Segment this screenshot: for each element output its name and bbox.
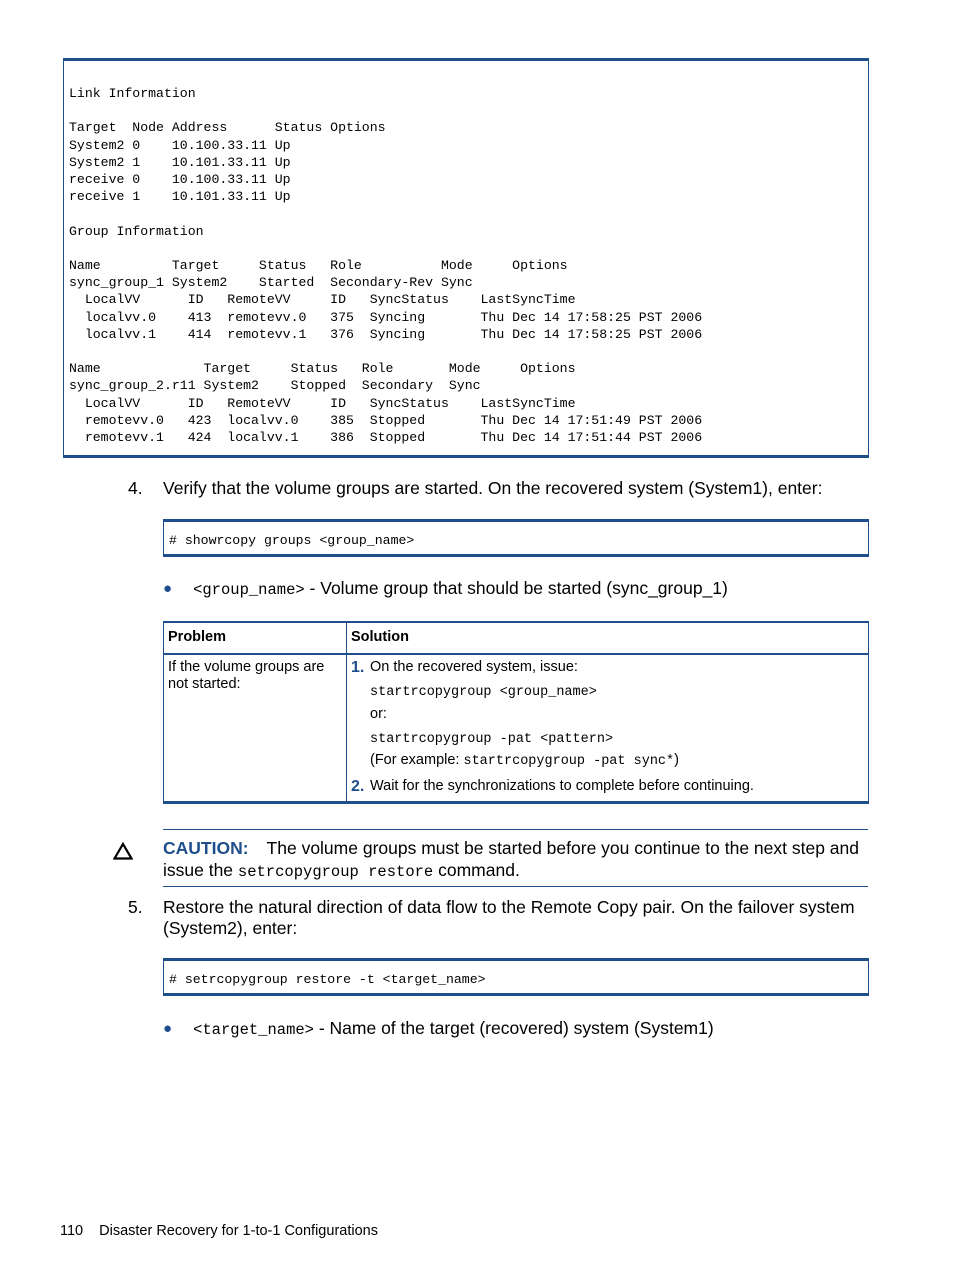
command-output-text: Link Information Target Node Address Status Options System2 0 10.100.33.11 Up System2 1 10.101.33.11 Up receive 0 10.100.33.11 Up receive 1 10.101.33.11 Up Group Information Name Target Status Role Mode Options sync_group_1 System2 Started Secondary-Rev Sync LocalVV ID RemoteVV ID SyncStatus LastSyncTime localvv.0 413 remotevv.0 375 Syncing Thu Dec 14 17:58:25 PST 2006 localvv.1 414 remotevv.1 376 Syncing Thu Dec 14 17:58:25 PST 2006 Name Target Status Role Mode Options sync_group_2.r11 System2 Stopped Secondary Sync LocalVV ID RemoteVV ID SyncStatus LastSyncTime remotevv.0 423 localvv.0 385 Stopped Thu Dec 14 17:51:49 PST 2006 remotevv.1 424 localvv.1 386 Stopped Thu Dec 14 17:51:44 PST 2006 [69, 86, 703, 446]
param-description: - Volume group that should be started (sync_group_1) [304, 578, 728, 598]
bullet-icon: ● [163, 1020, 173, 1037]
setrcopygroup-command-block [163, 958, 869, 996]
problem-cell: If the volume groups are not started: [168, 659, 325, 692]
caution-text [163, 837, 868, 883]
command-text: # setrcopygroup restore -t <target_name> [169, 972, 486, 987]
caution-text-after: command. [433, 860, 520, 880]
caution-triangle-icon [113, 842, 133, 860]
problem-solution-table [163, 621, 869, 804]
step-number: 5. [128, 897, 143, 917]
header-problem: Problem [168, 629, 227, 645]
table-header-row [164, 623, 868, 655]
solution-item-1-text: On the recovered system, issue: [370, 659, 578, 675]
footer-title: Disaster Recovery for 1-to-1 Configurations [99, 1223, 378, 1239]
showrcopy-command-block [163, 519, 869, 557]
step-text: Restore the natural direction of data flow to the Remote Copy pair. On the failover system (System2), enter: [163, 897, 855, 938]
caution-note [163, 829, 868, 887]
bullet-target-name [163, 1018, 714, 1039]
step-text: Verify that the volume groups are started. On the recovered system (System1), enter: [163, 478, 823, 498]
example-command: startrcopygroup -pat sync* [463, 754, 675, 769]
example-prefix: (For example: [370, 752, 464, 768]
param-name: <target_name> [193, 1021, 314, 1039]
caution-command: setrcopygroup restore [237, 863, 434, 881]
caution-label: CAUTION: [163, 838, 249, 858]
solution-example [370, 752, 679, 770]
solution-item-2-number: 2. [351, 778, 365, 795]
param-description: - Name of the target (recovered) system (System1) [313, 1018, 714, 1038]
caution-text-before: The volume groups must be started before you continue to the next step and issue the [163, 838, 859, 880]
command-text: # showrcopy groups <group_name> [169, 533, 415, 548]
bullet-icon: ● [163, 580, 173, 597]
solution-or: or: [370, 706, 387, 722]
step-number: 4. [128, 478, 143, 498]
page-footer [60, 1223, 378, 1239]
solution-command-2: startrcopygroup -pat <pattern> [370, 732, 614, 747]
command-output-block [63, 58, 869, 458]
param-name: <group_name> [193, 581, 305, 599]
bullet-group-name [163, 578, 728, 599]
solution-item-2-text: Wait for the synchronizations to complete before continuing. [370, 778, 754, 794]
page-number: 110 [60, 1223, 84, 1239]
header-solution: Solution [351, 629, 409, 645]
column-divider [346, 623, 347, 801]
solution-command-1: startrcopygroup <group_name> [370, 685, 597, 700]
example-suffix: ) [674, 752, 679, 768]
solution-item-1-number: 1. [351, 659, 365, 676]
